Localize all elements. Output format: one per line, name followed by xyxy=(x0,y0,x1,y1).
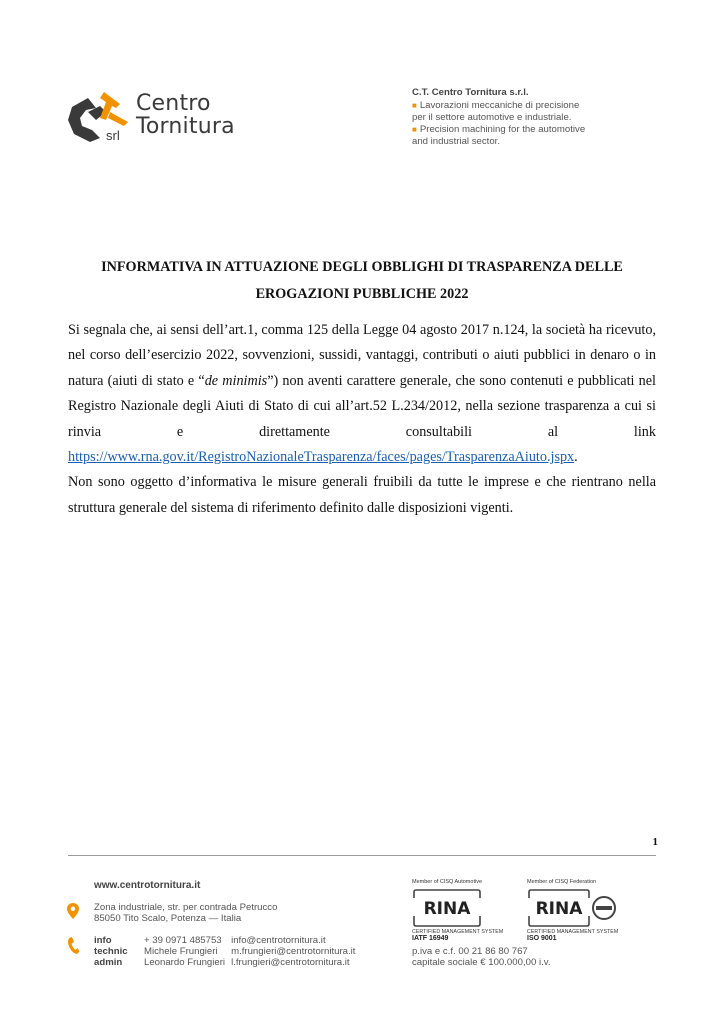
bullet-icon: ■ xyxy=(412,125,417,134)
p1-text-b: ”) non aventi carattere generale, che sono contenuti e pubblicati nel Registro Nazionale degli Aiuti di Stato di cui all’art.52 L.234/2012, nella sezione trasparenza a cui si rinvia e direttamente consultabili al link xyxy=(68,372,656,440)
footer-contacts xyxy=(94,935,361,968)
svg-text:RINA: RINA xyxy=(423,899,471,919)
footer-legal xyxy=(412,946,551,968)
cert-system-text: CERTIFIED MANAGEMENT SYSTEM xyxy=(412,929,504,935)
company-name: C.T. Centro Tornitura s.r.l. xyxy=(412,87,529,98)
company-info xyxy=(412,87,652,148)
address-line-2: 85050 Tito Scalo, Potenza — Italia xyxy=(94,913,242,924)
company-logo xyxy=(66,90,266,150)
contact-row xyxy=(94,946,361,957)
title-line-2: EROGAZIONI PUBBLICHE 2022 xyxy=(255,286,469,302)
bullet-icon: ■ xyxy=(412,101,417,110)
paragraph-2: Non sono oggetto d’informativa le misure generali fruibili da tutte le imprese e che rientrano nella struttura generale del sistema di riferimento definito dalle disposizioni vigenti. xyxy=(68,474,656,516)
location-pin-icon xyxy=(66,902,80,920)
svg-text:RINA: RINA xyxy=(535,899,583,919)
desc-en-1: Precision machining for the automotive xyxy=(419,124,586,135)
phone-icon xyxy=(66,936,80,956)
logo-line-2: Tornitura xyxy=(136,114,235,139)
cert-iso xyxy=(527,879,637,942)
p1-end: . xyxy=(574,449,578,466)
contact-email[interactable]: m.frungieri@centrotornitura.it xyxy=(231,946,356,957)
page-number: 1 xyxy=(652,836,658,848)
contact-name: + 39 0971 485753 xyxy=(144,935,222,946)
footer-divider xyxy=(68,855,656,856)
document-body xyxy=(68,318,656,521)
footer-website[interactable]: www.centrotornitura.it xyxy=(94,880,201,891)
cert-member-text: Member of CISQ Federation xyxy=(527,879,597,885)
rina-mark-icon xyxy=(412,888,522,928)
address-line-1: Zona industriale, str. per contrada Petrucco xyxy=(94,902,278,913)
desc-en-2: and industrial sector. xyxy=(412,136,500,147)
vat-number: p.iva e c.f. 00 21 86 80 767 xyxy=(412,946,528,957)
desc-it-2: per il settore automotive e industriale. xyxy=(412,112,572,123)
p1-text-a: Si segnala che, ai sensi dell’art.1, comma 125 della Legge 04 agosto 2017 n.124, la società ha ricevuto, nel corso dell’esercizio 2022, sovvenzioni, sussidi, vantaggi, contributi o aiuti pubblici in denaro o in natura (aiuti di stato e “ xyxy=(68,322,656,389)
cert-code: ISO 9001 xyxy=(527,935,557,942)
contact-row xyxy=(94,957,361,968)
cert-iatf xyxy=(412,879,522,942)
contact-name: Leonardo Frungieri xyxy=(144,957,226,968)
title-line-1: INFORMATIVA IN ATTUAZIONE DEGLI OBBLIGHI DI TRASPARENZA DELLE xyxy=(101,259,623,275)
cert-member-text: Member of CISQ Automotive xyxy=(412,879,482,885)
p1-italic: de minimis xyxy=(204,372,268,389)
rina-mark-icon xyxy=(527,888,637,928)
logo-wordmark xyxy=(136,92,235,138)
contact-label: admin xyxy=(94,957,123,968)
contact-email[interactable]: l.frungieri@centrotornitura.it xyxy=(231,957,350,968)
cert-code: IATF 16949 xyxy=(412,935,449,942)
logo-line-1: Centro xyxy=(136,91,211,116)
contact-row xyxy=(94,935,361,946)
logo-srl: srl xyxy=(106,128,120,143)
desc-it-1: Lavorazioni meccaniche di precisione xyxy=(419,100,580,111)
document-title xyxy=(66,254,658,308)
rina-logo-icon xyxy=(412,888,482,928)
contact-name: Michele Frungieri xyxy=(144,946,218,957)
cert-system-text: CERTIFIED MANAGEMENT SYSTEM xyxy=(527,929,619,935)
rina-iqnet-logo-icon xyxy=(527,888,619,928)
footer-address xyxy=(94,902,277,924)
share-capital: capitale sociale € 100.000,00 i.v. xyxy=(412,957,551,968)
paragraph-1 xyxy=(68,318,656,470)
contact-label: info xyxy=(94,935,112,946)
contact-email[interactable]: info@centrotornitura.it xyxy=(231,935,326,946)
rna-link[interactable]: https://www.rna.gov.it/RegistroNazionaleTrasparenza/faces/pages/TrasparenzaAiuto.jspx xyxy=(68,449,575,466)
contact-label: technic xyxy=(94,946,128,957)
centro-tornitura-logo-mark xyxy=(66,90,132,148)
